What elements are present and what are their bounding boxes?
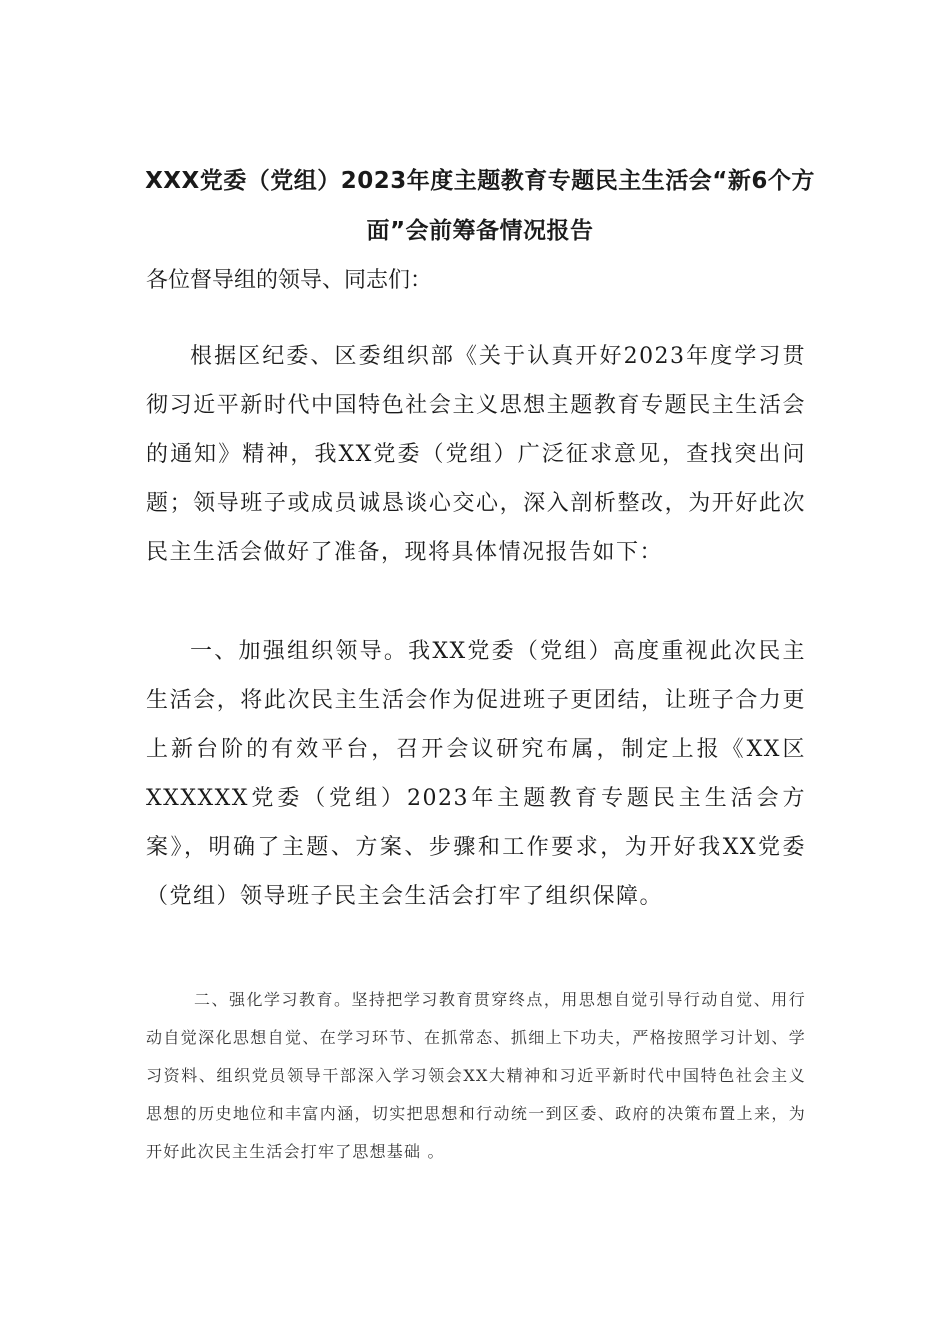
document-title: XXX党委（党组）2023年度主题教育专题民主生活会“新6个方面”会前筹备情况报告 (145, 168, 815, 244)
paragraph-intro: 根据区纪委、区委组织部《关于认真开好2023年度学习贯彻习近平新时代中国特色社会主义思想主题教育专题民主生活会的通知》精神，我XX党委（党组）广泛征求意见，查找突出问题；领导班子或成员诚恳谈心交心，深入剖析整改，为开好此次民主生活会做好了准备，现将具体情况报告如下： (146, 344, 806, 565)
paragraph-section-2: 二、强化学习教育。坚持把学习教育贯穿终点，用思想自觉引导行动自觉、用行动自觉深化思想自觉、在学习环节、在抓常态、抓细上下功夫，严格按照学习计划、学习资料、组织党员领导干部深入学习领会XX大精神和习近平新时代中国特色社会主义思想的历史地位和丰富内涵，切实把思想和行动统一到区委、政府的决策布置上来，为开好此次民主生活会打牢了思想基础 。 (146, 990, 806, 1161)
paragraph-section-1: 一、加强组织领导。我XX党委（党组）高度重视此次民主生活会，将此次民主生活会作为促进班子更团结，让班子合力更上新台阶的有效平台，召开会议研究布属，制定上报《XX区XXXXXX党委（党组）2023年主题教育专题民主生活会方案》，明确了主题、方案、步骤和工作要求，为开好我XX党委（党组）领导班子民主会生活会打牢了组织保障。 (146, 639, 806, 909)
salutation: 各位督导组的领导、同志们： (146, 268, 433, 293)
